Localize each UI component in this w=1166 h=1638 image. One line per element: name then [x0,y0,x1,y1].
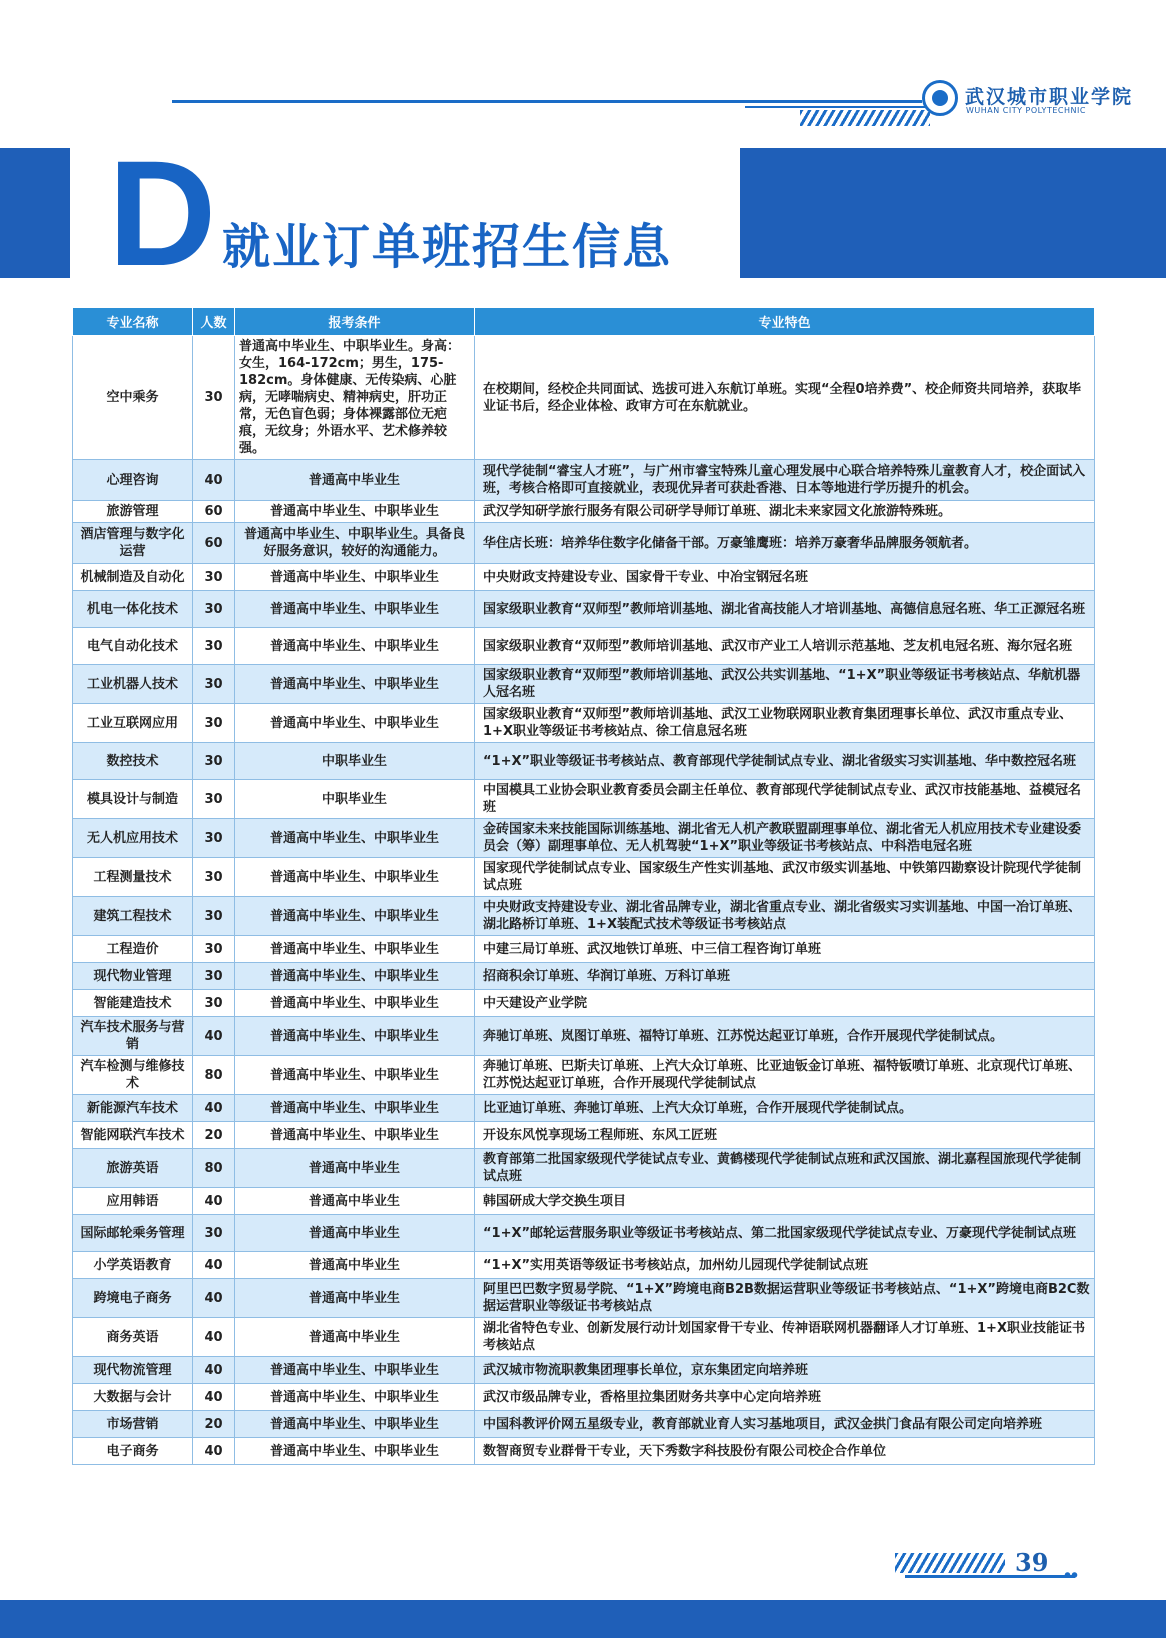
count-cell: 40 [193,1384,235,1411]
features-cell: 数智商贸专业群骨干专业，天下秀数字科技股份有限公司校企合作单位 [475,1438,1095,1465]
requirements-cell: 普通高中毕业生、中职毕业生 [235,704,475,743]
table-row [73,990,1095,1017]
count-cell: 30 [193,897,235,936]
requirements-cell: 中职毕业生 [235,780,475,819]
major-name-cell: 汽车技术服务与营销 [73,1017,193,1056]
requirements-cell: 普通高中毕业生、中职毕业生 [235,1056,475,1095]
requirements-cell: 普通高中毕业生、中职毕业生 [235,819,475,858]
count-cell: 20 [193,1122,235,1149]
table-row [73,1411,1095,1438]
features-cell: 国家级职业教育“双师型”教师培训基地、武汉市产业工人培训示范基地、芝友机电冠名班、海尔冠名班 [475,628,1095,665]
footer-rule [905,1575,1075,1578]
count-cell: 30 [193,819,235,858]
count-cell: 40 [193,1279,235,1318]
requirements-cell: 普通高中毕业生、中职毕业生 [235,628,475,665]
features-cell: 武汉市级品牌专业，香格里拉集团财务共享中心定向培养班 [475,1384,1095,1411]
major-name-cell: 工业机器人技术 [73,665,193,704]
major-name-cell: 国际邮轮乘务管理 [73,1215,193,1252]
major-name-cell: 电气自动化技术 [73,628,193,665]
table-body [73,336,1095,1465]
title-block-left [0,148,70,278]
requirements-cell: 普通高中毕业生、中职毕业生 [235,897,475,936]
features-cell: 招商积余订单班、华润订单班、万科订单班 [475,963,1095,990]
major-name-cell: 现代物业管理 [73,963,193,990]
major-name-cell: 旅游英语 [73,1149,193,1188]
school-logo-icon [922,80,958,116]
count-cell: 30 [193,628,235,665]
header-features: 专业特色 [475,308,1095,336]
header-major-name: 专业名称 [73,308,193,336]
requirements-cell: 普通高中毕业生 [235,460,475,501]
table-row [73,897,1095,936]
count-cell: 60 [193,523,235,564]
table-row [73,1318,1095,1357]
table-row [73,628,1095,665]
table-row [73,936,1095,963]
requirements-cell: 普通高中毕业生、中职毕业生 [235,1357,475,1384]
count-cell: 40 [193,1095,235,1122]
major-name-cell: 酒店管理与数字化运营 [73,523,193,564]
footer-stripes [895,1553,1005,1573]
major-name-cell: 数控技术 [73,743,193,780]
features-cell: 国家级职业教育“双师型”教师培训基地、武汉工业物联网职业教育集团理事长单位、武汉市重点专业、1+X职业等级证书考核站点、徐工信息冠名班 [475,704,1095,743]
count-cell: 30 [193,963,235,990]
features-cell: 中央财政支持建设专业、湖北省品牌专业，湖北省重点专业、湖北省级实习实训基地、中国一冶订单班、湖北路桥订单班、1+X装配式技术等级证书考核站点 [475,897,1095,936]
requirements-cell: 普通高中毕业生 [235,1318,475,1357]
major-name-cell: 工业互联网应用 [73,704,193,743]
features-cell: 在校期间，经校企共同面试、选拔可进入东航订单班。实现“全程0培养费”、校企师资共同培养，获取毕业证书后，经企业体检、政审方可在东航就业。 [475,336,1095,460]
features-cell: “1+X”实用英语等级证书考核站点，加州幼儿园现代学徒制试点班 [475,1252,1095,1279]
table-row [73,1017,1095,1056]
table-row [73,1438,1095,1465]
requirements-cell: 普通高中毕业生 [235,1149,475,1188]
school-name-en: WUHAN CITY POLYTECHNIC [966,106,1086,115]
major-name-cell: 汽车检测与维修技术 [73,1056,193,1095]
count-cell: 30 [193,665,235,704]
major-name-cell: 模具设计与制造 [73,780,193,819]
table-row [73,1188,1095,1215]
table-row [73,743,1095,780]
features-cell: 金砖国家未来技能国际训练基地、湖北省无人机产教联盟副理事单位、湖北省无人机应用技术专业建设委员会（筹）副理事单位、无人机驾驶“1+X”职业等级证书考核站点、中科浩电冠名班 [475,819,1095,858]
table-row [73,858,1095,897]
major-name-cell: 小学英语教育 [73,1252,193,1279]
count-cell: 20 [193,1411,235,1438]
major-name-cell: 现代物流管理 [73,1357,193,1384]
features-cell: 奔驰订单班、巴斯夫订单班、上汽大众订单班、比亚迪钣金订单班、福特钣喷订单班、北京现代订单班、江苏悦达起亚订单班，合作开展现代学徒制试点 [475,1056,1095,1095]
features-cell: 开设东风悦享现场工程师班、东风工匠班 [475,1122,1095,1149]
header-count: 人数 [193,308,235,336]
requirements-cell: 普通高中毕业生、中职毕业生 [235,936,475,963]
page-title: 就业订单班招生信息 [222,219,673,275]
count-cell: 40 [193,1017,235,1056]
features-cell: 国家现代学徒制试点专业、国家级生产性实训基地、武汉市级实训基地、中铁第四勘察设计院现代学徒制试点班 [475,858,1095,897]
requirements-cell: 普通高中毕业生、中职毕业生 [235,1017,475,1056]
features-cell: 中国科教评价网五星级专业，教育部就业育人实习基地项目，武汉金拱门食品有限公司定向培养班 [475,1411,1095,1438]
count-cell: 60 [193,501,235,523]
features-cell: 中天建设产业学院 [475,990,1095,1017]
count-cell: 30 [193,743,235,780]
features-cell: 国家级职业教育“双师型”教师培训基地、湖北省高技能人才培训基地、高德信息冠名班、华工正源冠名班 [475,591,1095,628]
header-requirements: 报考条件 [235,308,475,336]
table-row [73,1122,1095,1149]
table-row [73,665,1095,704]
features-cell: 比亚迪订单班、奔驰订单班、上汽大众订单班，合作开展现代学徒制试点。 [475,1095,1095,1122]
header-stripes [800,110,930,126]
features-cell: 中建三局订单班、武汉地铁订单班、中三信工程咨询订单班 [475,936,1095,963]
features-cell: 湖北省特色专业、创新发展行动计划国家骨干专业、传神语联网机器翻译人才订单班、1+X职业技能证书考核站点 [475,1318,1095,1357]
section-letter: D [108,129,217,297]
features-cell: 韩国研成大学交换生项目 [475,1188,1095,1215]
major-name-cell: 智能建造技术 [73,990,193,1017]
major-name-cell: 应用韩语 [73,1188,193,1215]
requirements-cell: 普通高中毕业生 [235,1279,475,1318]
major-name-cell: 电子商务 [73,1438,193,1465]
requirements-cell: 普通高中毕业生 [235,1252,475,1279]
count-cell: 80 [193,1149,235,1188]
features-cell: 华住店长班：培养华住数字化储备干部。万豪雏鹰班：培养万豪奢华品牌服务领航者。 [475,523,1095,564]
requirements-cell: 普通高中毕业生、中职毕业生。具备良好服务意识，较好的沟通能力。 [235,523,475,564]
major-name-cell: 市场营销 [73,1411,193,1438]
table-row [73,1279,1095,1318]
table-row [73,780,1095,819]
requirements-cell: 普通高中毕业生、中职毕业生 [235,1095,475,1122]
requirements-cell: 普通高中毕业生、中职毕业生 [235,1411,475,1438]
footer-bar [0,1600,1166,1638]
features-cell: 中央财政支持建设专业、国家骨干专业、中冶宝钢冠名班 [475,564,1095,591]
table-row [73,501,1095,523]
table-row [73,1384,1095,1411]
count-cell: 30 [193,564,235,591]
requirements-cell: 普通高中毕业生、中职毕业生 [235,591,475,628]
table-row [73,564,1095,591]
requirements-cell: 普通高中毕业生、中职毕业生 [235,564,475,591]
requirements-cell: 普通高中毕业生、中职毕业生 [235,501,475,523]
requirements-cell: 普通高中毕业生、中职毕业生 [235,1122,475,1149]
features-cell: 中国模具工业协会职业教育委员会副主任单位、教育部现代学徒制试点专业、武汉市技能基地、益模冠名班 [475,780,1095,819]
table-row [73,460,1095,501]
major-name-cell: 机电一体化技术 [73,591,193,628]
major-name-cell: 跨境电子商务 [73,1279,193,1318]
count-cell: 30 [193,858,235,897]
major-name-cell: 心理咨询 [73,460,193,501]
requirements-cell: 普通高中毕业生、中职毕业生 [235,963,475,990]
table-row [73,1095,1095,1122]
count-cell: 30 [193,336,235,460]
major-name-cell: 大数据与会计 [73,1384,193,1411]
major-name-cell: 智能网联汽车技术 [73,1122,193,1149]
features-cell: 武汉城市物流职教集团理事长单位，京东集团定向培养班 [475,1357,1095,1384]
features-cell: 阿里巴巴数字贸易学院、“1+X”跨境电商B2B数据运营职业等级证书考核站点、“1+X”跨境电商B2C数据运营职业等级证书考核站点 [475,1279,1095,1318]
major-name-cell: 机械制造及自动化 [73,564,193,591]
requirements-cell: 普通高中毕业生、中职毕业生 [235,1438,475,1465]
count-cell: 30 [193,1215,235,1252]
table-row [73,523,1095,564]
count-cell: 30 [193,780,235,819]
count-cell: 30 [193,704,235,743]
requirements-cell: 普通高中毕业生 [235,1188,475,1215]
count-cell: 40 [193,1318,235,1357]
requirements-cell: 普通高中毕业生、中职毕业生 [235,858,475,897]
table-row [73,704,1095,743]
table-header-row [73,308,1095,336]
count-cell: 40 [193,460,235,501]
table-row [73,963,1095,990]
count-cell: 30 [193,591,235,628]
footer-dots [1064,1571,1078,1579]
requirements-cell: 普通高中毕业生、中职毕业生 [235,990,475,1017]
table-row [73,1252,1095,1279]
count-cell: 40 [193,1357,235,1384]
major-name-cell: 商务英语 [73,1318,193,1357]
count-cell: 30 [193,936,235,963]
features-cell: 武汉学知研学旅行服务有限公司研学导师订单班、湖北未来家园文化旅游特殊班。 [475,501,1095,523]
school-name-cn: 武汉城市职业学院 [965,86,1134,108]
requirements-cell: 普通高中毕业生、中职毕业生 [235,665,475,704]
features-cell: “1+X”职业等级证书考核站点、教育部现代学徒制试点专业、湖北省级实习实训基地、华中数控冠名班 [475,743,1095,780]
title-block-right [740,148,1166,278]
table-row [73,336,1095,460]
table-row [73,1215,1095,1252]
requirements-cell: 普通高中毕业生 [235,1215,475,1252]
count-cell: 30 [193,990,235,1017]
major-name-cell: 建筑工程技术 [73,897,193,936]
features-cell: “1+X”邮轮运营服务职业等级证书考核站点、第二批国家级现代学徒试点专业、万豪现代学徒制试点班 [475,1215,1095,1252]
header-rule-secondary [745,106,925,108]
count-cell: 80 [193,1056,235,1095]
table-row [73,1357,1095,1384]
requirements-cell: 普通高中毕业生、中职毕业生。身高：女生，164-172cm；男生，175-182cm。身体健康、无传染病、心脏病，无哮喘病史、精神病史，肝功正常，无色盲色弱；身体裸露部位无疤痕，无纹身；外语水平、艺术修养较强。 [235,336,475,460]
major-name-cell: 无人机应用技术 [73,819,193,858]
count-cell: 40 [193,1188,235,1215]
page-number: 39 [1015,1548,1049,1577]
major-name-cell: 新能源汽车技术 [73,1095,193,1122]
major-name-cell: 空中乘务 [73,336,193,460]
major-name-cell: 工程造价 [73,936,193,963]
features-cell: 现代学徒制“睿宝人才班”，与广州市睿宝特殊儿童心理发展中心联合培养特殊儿童教育人才，校企面试入班，考核合格即可直接就业，表现优异者可获赴香港、日本等地进行学历提升的机会。 [475,460,1095,501]
features-cell: 奔驰订单班、岚图订单班、福特订单班、江苏悦达起亚订单班，合作开展现代学徒制试点。 [475,1017,1095,1056]
table-row [73,819,1095,858]
features-cell: 教育部第二批国家级现代学徒试点专业、黄鹤楼现代学徒制试点班和武汉国旅、湖北嘉程国旅现代学徒制试点班 [475,1149,1095,1188]
table-row [73,1056,1095,1095]
major-name-cell: 旅游管理 [73,501,193,523]
major-name-cell: 工程测量技术 [73,858,193,897]
requirements-cell: 中职毕业生 [235,743,475,780]
table-row [73,1149,1095,1188]
features-cell: 国家级职业教育“双师型”教师培训基地、武汉公共实训基地、“1+X”职业等级证书考核站点、华航机器人冠名班 [475,665,1095,704]
count-cell: 40 [193,1438,235,1465]
count-cell: 40 [193,1252,235,1279]
requirements-cell: 普通高中毕业生、中职毕业生 [235,1384,475,1411]
header-rule [172,100,922,103]
enrollment-table [72,307,1095,1465]
table-row [73,591,1095,628]
